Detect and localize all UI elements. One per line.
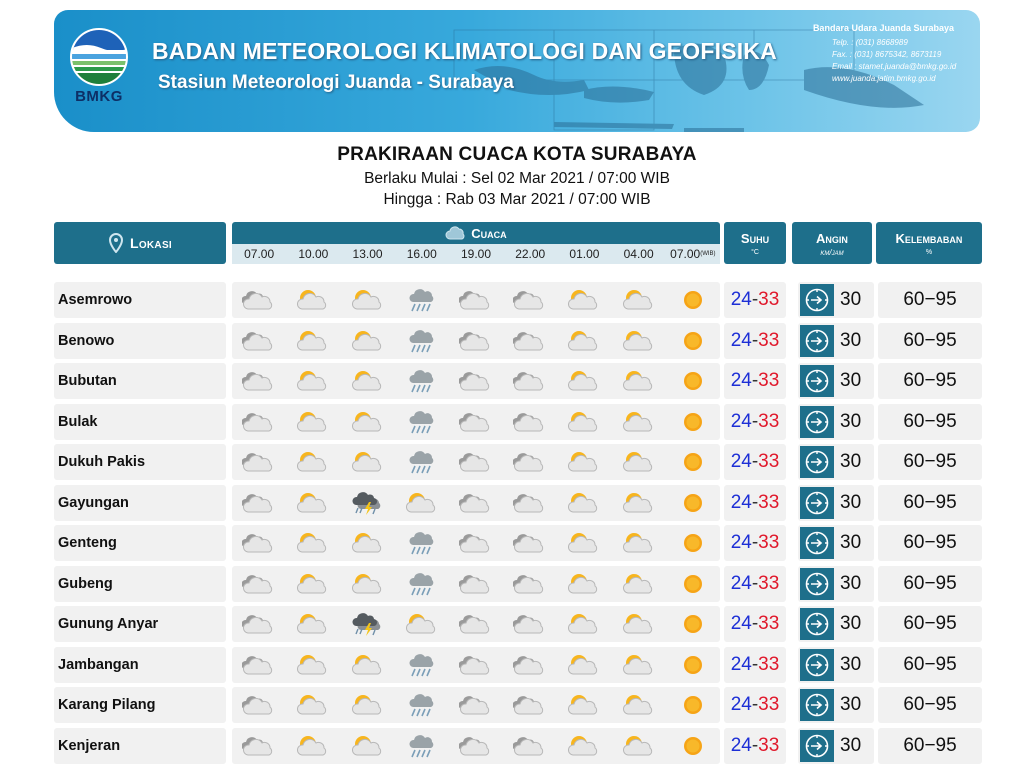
temp-max: 33 bbox=[758, 451, 780, 472]
partly-weather-icon bbox=[395, 485, 449, 521]
temperature-range bbox=[724, 687, 786, 723]
cloudy-weather-icon bbox=[449, 282, 503, 318]
cloudy-weather-icon bbox=[503, 323, 557, 359]
cloudy-weather-icon bbox=[449, 404, 503, 440]
temp-dash: - bbox=[751, 653, 759, 675]
humidity-range: 60−95 bbox=[878, 525, 982, 561]
wind-cell bbox=[798, 323, 874, 359]
cloudy-weather-icon bbox=[503, 606, 557, 642]
contact-fax: Fax. : (031) 8675342, 8673119 bbox=[832, 50, 942, 59]
location-name: Gunung Anyar bbox=[54, 606, 226, 642]
cloudy-weather-icon bbox=[232, 485, 286, 521]
location-name: Dukuh Pakis bbox=[54, 444, 226, 480]
partly-weather-icon bbox=[340, 525, 394, 561]
partly-weather-icon bbox=[612, 404, 666, 440]
cloudy-weather-icon bbox=[449, 566, 503, 602]
temp-dash: - bbox=[751, 410, 759, 432]
weather-icons bbox=[232, 363, 720, 399]
cloudy-weather-icon bbox=[449, 728, 503, 764]
temp-max: 33 bbox=[758, 694, 780, 715]
rain-weather-icon bbox=[395, 525, 449, 561]
partly-weather-icon bbox=[286, 485, 340, 521]
table-row-5 bbox=[54, 485, 982, 521]
temp-max: 33 bbox=[758, 289, 780, 310]
partly-weather-icon bbox=[286, 647, 340, 683]
partly-weather-icon bbox=[340, 728, 394, 764]
cloudy-weather-icon bbox=[232, 606, 286, 642]
wind-direction-icon bbox=[800, 568, 834, 600]
temp-dash: - bbox=[751, 289, 759, 310]
partly-weather-icon bbox=[557, 444, 611, 480]
partly-weather-icon bbox=[340, 404, 394, 440]
forecast-times bbox=[232, 244, 720, 264]
wind-cell bbox=[798, 687, 874, 723]
wind-cell bbox=[798, 363, 874, 399]
sunny-weather-icon bbox=[666, 647, 720, 683]
wind-cell bbox=[798, 566, 874, 602]
table-row-8 bbox=[54, 606, 982, 642]
wind-cell bbox=[798, 485, 874, 521]
partly-weather-icon bbox=[557, 404, 611, 440]
partly-weather-icon bbox=[286, 282, 340, 318]
cloudy-weather-icon bbox=[503, 647, 557, 683]
partly-weather-icon bbox=[340, 647, 394, 683]
time-col-2: 13.00 bbox=[352, 247, 383, 261]
cloudy-weather-icon bbox=[449, 525, 503, 561]
partly-weather-icon bbox=[286, 566, 340, 602]
rain-weather-icon bbox=[395, 323, 449, 359]
temp-min: 24 bbox=[730, 572, 752, 594]
table-row-10 bbox=[54, 687, 982, 723]
temperature-range bbox=[724, 444, 786, 480]
humidity-range: 60−95 bbox=[878, 687, 982, 723]
location-name: Bubutan bbox=[54, 363, 226, 399]
wind-speed: 30 bbox=[840, 532, 862, 553]
table-row-2 bbox=[54, 363, 982, 399]
partly-weather-icon bbox=[340, 566, 394, 602]
wind-direction-icon bbox=[800, 284, 834, 316]
weather-icons bbox=[232, 728, 720, 764]
header-wind-unit: km/jam bbox=[820, 248, 844, 257]
cloudy-weather-icon bbox=[232, 647, 286, 683]
weather-icons bbox=[232, 323, 720, 359]
partly-weather-icon bbox=[612, 647, 666, 683]
location-pin-icon bbox=[108, 233, 124, 253]
weather-icons bbox=[232, 444, 720, 480]
weather-icons bbox=[232, 485, 720, 521]
header-wind bbox=[792, 222, 872, 264]
wind-direction-icon bbox=[800, 527, 834, 559]
temperature-range bbox=[724, 566, 786, 602]
weather-icons bbox=[232, 404, 720, 440]
cloudy-weather-icon bbox=[503, 363, 557, 399]
partly-weather-icon bbox=[286, 444, 340, 480]
temp-max: 33 bbox=[758, 572, 780, 594]
temp-min: 24 bbox=[730, 451, 752, 472]
time-col-6: 01.00 bbox=[569, 247, 600, 261]
partly-weather-icon bbox=[557, 606, 611, 642]
sunny-weather-icon bbox=[666, 728, 720, 764]
wind-speed: 30 bbox=[840, 491, 862, 513]
cloudy-weather-icon bbox=[503, 404, 557, 440]
partly-weather-icon bbox=[557, 687, 611, 723]
partly-weather-icon bbox=[286, 687, 340, 723]
cloudy-weather-icon bbox=[449, 606, 503, 642]
wind-direction-icon bbox=[800, 325, 834, 357]
wind-speed: 30 bbox=[840, 451, 862, 472]
temp-max: 33 bbox=[758, 734, 780, 756]
temperature-range bbox=[724, 525, 786, 561]
temperature-range bbox=[724, 282, 786, 318]
temp-dash: - bbox=[751, 451, 759, 472]
partly-weather-icon bbox=[340, 323, 394, 359]
header-weather bbox=[232, 222, 720, 264]
cloudy-weather-icon bbox=[232, 282, 286, 318]
temp-max: 33 bbox=[758, 613, 780, 634]
partly-weather-icon bbox=[557, 485, 611, 521]
humidity-range: 60−95 bbox=[878, 323, 982, 359]
partly-weather-icon bbox=[286, 323, 340, 359]
contact-website: www.juanda.jatim.bmkg.go.id bbox=[832, 74, 936, 83]
cloudy-weather-icon bbox=[503, 687, 557, 723]
wind-cell bbox=[798, 282, 874, 318]
weather-icons bbox=[232, 647, 720, 683]
temperature-range bbox=[724, 647, 786, 683]
storm-weather-icon bbox=[340, 606, 394, 642]
partly-weather-icon bbox=[286, 606, 340, 642]
temp-dash: - bbox=[751, 329, 759, 351]
table-row-1 bbox=[54, 323, 982, 359]
humidity-range: 60−95 bbox=[878, 647, 982, 683]
cloudy-weather-icon bbox=[449, 687, 503, 723]
humidity-range: 60−95 bbox=[878, 363, 982, 399]
table-row-0 bbox=[54, 282, 982, 318]
location-name: Benowo bbox=[54, 323, 226, 359]
temp-max: 33 bbox=[758, 370, 780, 391]
cloudy-weather-icon bbox=[503, 728, 557, 764]
time-col-4: 19.00 bbox=[460, 247, 491, 261]
temp-dash: - bbox=[751, 734, 759, 756]
temperature-range bbox=[724, 606, 786, 642]
cloud-icon bbox=[445, 226, 467, 240]
time-col-1: 10.00 bbox=[298, 247, 329, 261]
cloudy-weather-icon bbox=[503, 566, 557, 602]
sunny-weather-icon bbox=[666, 363, 720, 399]
temp-max: 33 bbox=[758, 532, 780, 553]
weather-icons bbox=[232, 282, 720, 318]
partly-weather-icon bbox=[557, 363, 611, 399]
location-name: Gayungan bbox=[54, 485, 226, 521]
temp-dash: - bbox=[751, 694, 759, 715]
wind-speed: 30 bbox=[840, 572, 862, 594]
header-banner bbox=[54, 10, 980, 132]
wind-speed: 30 bbox=[840, 653, 862, 675]
temp-min: 24 bbox=[730, 410, 752, 432]
cloudy-weather-icon bbox=[232, 363, 286, 399]
time-col-8-label: 07.00 bbox=[670, 247, 701, 261]
header-humidity-unit: % bbox=[925, 249, 933, 256]
storm-weather-icon bbox=[340, 485, 394, 521]
partly-weather-icon bbox=[286, 404, 340, 440]
station-name: Stasiun Meteorologi Juanda - Surabaya bbox=[158, 72, 514, 93]
table-row-6 bbox=[54, 525, 982, 561]
table-row-3 bbox=[54, 404, 982, 440]
header-location-label: Lokasi bbox=[129, 235, 173, 251]
header-weather-label: Cuaca bbox=[471, 225, 507, 241]
temperature-range bbox=[724, 404, 786, 440]
header-humidity-label: Kelembaban bbox=[895, 231, 963, 246]
temp-min: 24 bbox=[730, 329, 752, 351]
partly-weather-icon bbox=[612, 687, 666, 723]
wind-cell bbox=[798, 404, 874, 440]
temp-dash: - bbox=[751, 491, 759, 513]
temp-dash: - bbox=[751, 532, 759, 553]
cloudy-weather-icon bbox=[232, 687, 286, 723]
humidity-range: 60−95 bbox=[878, 485, 982, 521]
partly-weather-icon bbox=[557, 647, 611, 683]
temp-min: 24 bbox=[730, 613, 752, 634]
sunny-weather-icon bbox=[666, 566, 720, 602]
table-row-9 bbox=[54, 647, 982, 683]
bmkg-logo bbox=[68, 28, 130, 114]
wind-direction-icon bbox=[800, 406, 834, 438]
wind-direction-icon bbox=[800, 365, 834, 397]
wind-cell bbox=[798, 525, 874, 561]
header-wind-label: Angin bbox=[816, 231, 848, 246]
partly-weather-icon bbox=[286, 363, 340, 399]
partly-weather-icon bbox=[340, 363, 394, 399]
partly-weather-icon bbox=[557, 323, 611, 359]
humidity-range: 60−95 bbox=[878, 282, 982, 318]
wind-direction-icon bbox=[800, 730, 834, 762]
wind-cell bbox=[798, 728, 874, 764]
partly-weather-icon bbox=[340, 444, 394, 480]
partly-weather-icon bbox=[612, 323, 666, 359]
wind-direction-icon bbox=[800, 446, 834, 478]
time-col-5: 22.00 bbox=[515, 247, 546, 261]
header-weather-title bbox=[232, 222, 720, 244]
wind-speed: 30 bbox=[840, 613, 862, 634]
cloudy-weather-icon bbox=[232, 444, 286, 480]
valid-from: Berlaku Mulai : Sel 02 Mar 2021 / 07:00 WIB bbox=[364, 170, 670, 187]
header-location bbox=[54, 222, 226, 264]
cloudy-weather-icon bbox=[232, 323, 286, 359]
location-name: Bulak bbox=[54, 404, 226, 440]
cloudy-weather-icon bbox=[449, 363, 503, 399]
wind-cell bbox=[798, 606, 874, 642]
cloudy-weather-icon bbox=[232, 728, 286, 764]
time-col-7: 04.00 bbox=[623, 247, 654, 261]
temperature-range bbox=[724, 485, 786, 521]
partly-weather-icon bbox=[340, 282, 394, 318]
humidity-range: 60−95 bbox=[878, 728, 982, 764]
wind-speed: 30 bbox=[840, 734, 862, 756]
sunny-weather-icon bbox=[666, 606, 720, 642]
temp-min: 24 bbox=[730, 370, 752, 391]
time-col-0: 07.00 bbox=[244, 247, 275, 261]
forecast-rows bbox=[54, 282, 982, 768]
partly-weather-icon bbox=[612, 566, 666, 602]
partly-weather-icon bbox=[286, 728, 340, 764]
contact-title: Bandara Udara Juanda Surabaya bbox=[812, 23, 954, 33]
temp-max: 33 bbox=[758, 491, 780, 513]
time-col-8 bbox=[666, 244, 720, 264]
cloudy-weather-icon bbox=[232, 525, 286, 561]
sunny-weather-icon bbox=[666, 323, 720, 359]
wind-speed: 30 bbox=[840, 410, 862, 432]
partly-weather-icon bbox=[557, 566, 611, 602]
rain-weather-icon bbox=[395, 647, 449, 683]
location-name: Asemrowo bbox=[54, 282, 226, 318]
cloudy-weather-icon bbox=[503, 444, 557, 480]
forecast-titles bbox=[0, 144, 1024, 209]
temp-dash: - bbox=[751, 370, 759, 391]
wind-direction-icon bbox=[800, 649, 834, 681]
temperature-range bbox=[724, 363, 786, 399]
valid-to: Hingga : Rab 03 Mar 2021 / 07:00 WIB bbox=[383, 191, 651, 208]
cloudy-weather-icon bbox=[449, 323, 503, 359]
header-humidity bbox=[876, 222, 982, 264]
partly-weather-icon bbox=[612, 282, 666, 318]
rain-weather-icon bbox=[395, 687, 449, 723]
header-temperature-label: Suhu bbox=[740, 231, 770, 246]
sunny-weather-icon bbox=[666, 525, 720, 561]
weather-icons bbox=[232, 687, 720, 723]
location-name: Gubeng bbox=[54, 566, 226, 602]
sunny-weather-icon bbox=[666, 485, 720, 521]
wind-speed: 30 bbox=[840, 370, 862, 391]
partly-weather-icon bbox=[395, 606, 449, 642]
contact-info bbox=[810, 22, 980, 85]
location-name: Genteng bbox=[54, 525, 226, 561]
temp-min: 24 bbox=[730, 491, 752, 513]
cloudy-weather-icon bbox=[449, 444, 503, 480]
temp-min: 24 bbox=[730, 289, 752, 310]
humidity-range: 60−95 bbox=[878, 444, 982, 480]
weather-icons bbox=[232, 525, 720, 561]
rain-weather-icon bbox=[395, 404, 449, 440]
location-name: Kenjeran bbox=[54, 728, 226, 764]
temp-max: 33 bbox=[758, 410, 780, 432]
rain-weather-icon bbox=[395, 566, 449, 602]
wind-speed: 30 bbox=[840, 289, 862, 310]
header-temperature bbox=[724, 222, 786, 264]
partly-weather-icon bbox=[612, 606, 666, 642]
contact-email: Email : stamet.juanda@bmkg.go.id bbox=[832, 62, 957, 71]
weather-icons bbox=[232, 566, 720, 602]
time-col-3: 16.00 bbox=[406, 247, 437, 261]
location-name: Karang Pilang bbox=[54, 687, 226, 723]
header-temperature-unit: °C bbox=[751, 249, 759, 256]
organization-name: BADAN METEOROLOGI KLIMATOLOGI DAN GEOFISIKA bbox=[152, 38, 777, 64]
humidity-range: 60−95 bbox=[878, 404, 982, 440]
partly-weather-icon bbox=[612, 444, 666, 480]
sunny-weather-icon bbox=[666, 282, 720, 318]
cloudy-weather-icon bbox=[503, 485, 557, 521]
forecast-title: PRAKIRAAN CUACA KOTA SURABAYA bbox=[337, 144, 697, 165]
partly-weather-icon bbox=[557, 525, 611, 561]
humidity-range: 60−95 bbox=[878, 566, 982, 602]
wib-note: (WIB) bbox=[700, 251, 716, 257]
cloudy-weather-icon bbox=[232, 404, 286, 440]
cloudy-weather-icon bbox=[503, 282, 557, 318]
wind-direction-icon bbox=[800, 689, 834, 721]
temp-min: 24 bbox=[730, 694, 752, 715]
temp-min: 24 bbox=[730, 653, 752, 675]
rain-weather-icon bbox=[395, 363, 449, 399]
rain-weather-icon bbox=[395, 282, 449, 318]
logo-text: BMKG bbox=[75, 88, 123, 105]
sunny-weather-icon bbox=[666, 404, 720, 440]
rain-weather-icon bbox=[395, 728, 449, 764]
partly-weather-icon bbox=[340, 687, 394, 723]
temperature-range bbox=[724, 323, 786, 359]
partly-weather-icon bbox=[612, 525, 666, 561]
temp-max: 33 bbox=[758, 653, 780, 675]
temperature-range bbox=[724, 728, 786, 764]
humidity-range: 60−95 bbox=[878, 606, 982, 642]
cloudy-weather-icon bbox=[449, 647, 503, 683]
wind-direction-icon bbox=[800, 487, 834, 519]
temp-dash: - bbox=[751, 613, 759, 634]
partly-weather-icon bbox=[557, 282, 611, 318]
temp-max: 33 bbox=[758, 329, 780, 351]
wind-speed: 30 bbox=[840, 329, 862, 351]
temp-dash: - bbox=[751, 572, 759, 594]
cloudy-weather-icon bbox=[232, 566, 286, 602]
temp-min: 24 bbox=[730, 734, 752, 756]
wind-cell bbox=[798, 444, 874, 480]
wind-cell bbox=[798, 647, 874, 683]
wind-direction-icon bbox=[800, 608, 834, 640]
cloudy-weather-icon bbox=[449, 485, 503, 521]
cloudy-weather-icon bbox=[503, 525, 557, 561]
table-row-11 bbox=[54, 728, 982, 764]
contact-phone: Telp. : (031) 8668989 bbox=[832, 38, 908, 47]
wind-speed: 30 bbox=[840, 694, 862, 715]
location-name: Jambangan bbox=[54, 647, 226, 683]
sunny-weather-icon bbox=[666, 687, 720, 723]
partly-weather-icon bbox=[612, 485, 666, 521]
table-row-7 bbox=[54, 566, 982, 602]
temp-min: 24 bbox=[730, 532, 752, 553]
table-row-4 bbox=[54, 444, 982, 480]
weather-icons bbox=[232, 606, 720, 642]
partly-weather-icon bbox=[612, 728, 666, 764]
partly-weather-icon bbox=[557, 728, 611, 764]
partly-weather-icon bbox=[286, 525, 340, 561]
rain-weather-icon bbox=[395, 444, 449, 480]
sunny-weather-icon bbox=[666, 444, 720, 480]
partly-weather-icon bbox=[612, 363, 666, 399]
